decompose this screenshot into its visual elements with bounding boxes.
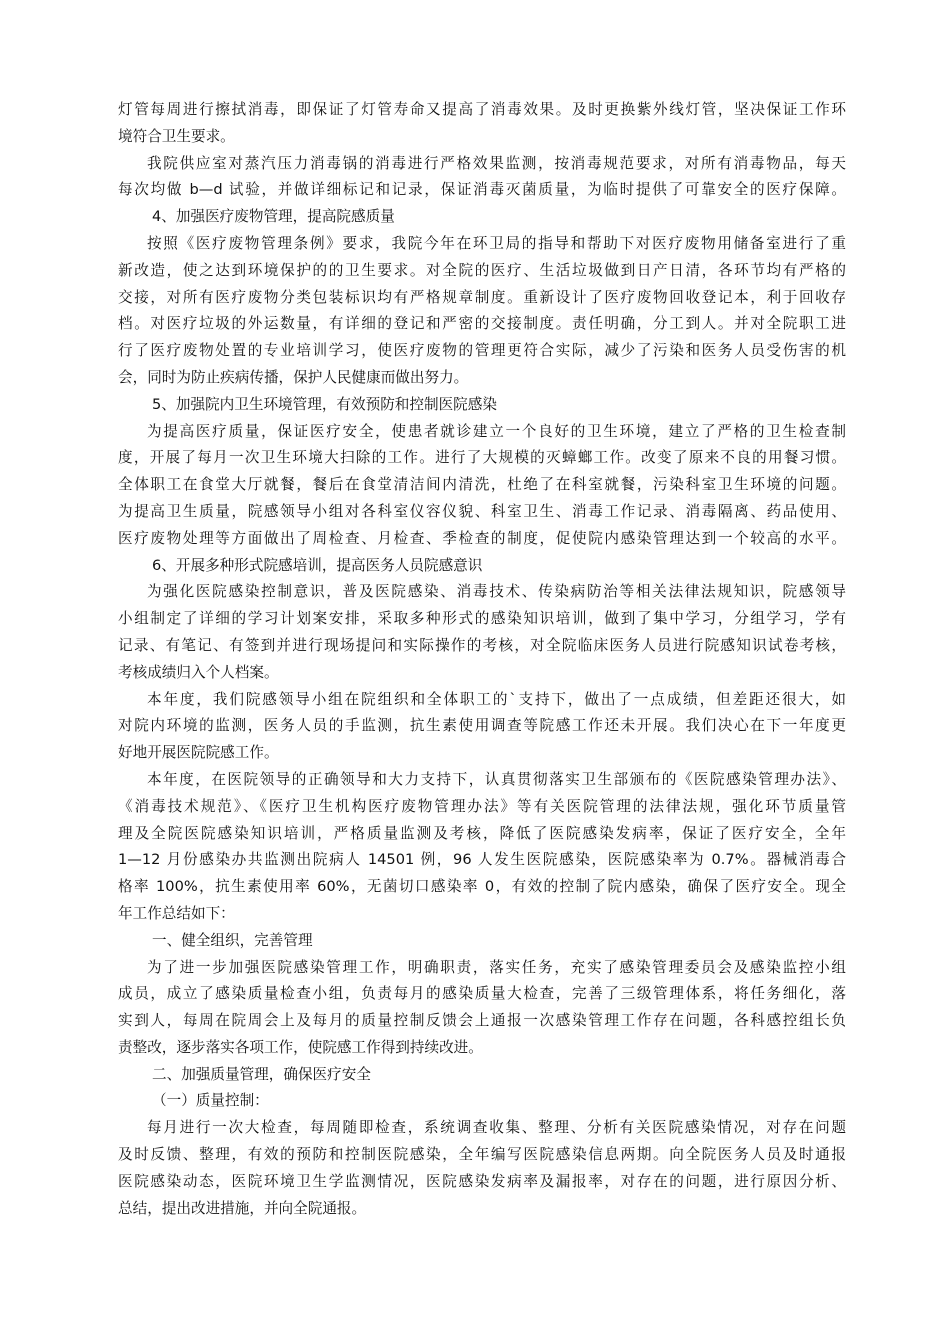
text-line: 本年度，在医院领导的正确领导和大力支持下，认真贯彻落实卫生部颁布的《医院感染管理办法》、	[147, 770, 846, 788]
text-line: 总结，提出改进措施，并向全院通报。	[118, 1199, 367, 1217]
text-line: 4、加强医疗废物管理，提高院感质量	[152, 208, 395, 226]
text-line: 对院内环境的监测，医务人员的手监测，抗生素使用调查等院感工作还未开展。我们决心在下一年度更	[118, 717, 846, 735]
text-line: 5、加强院内卫生环境管理，有效预防和控制医院感染	[152, 395, 497, 413]
text-line: 行了医疗废物处置的专业培训学习，使医疗废物的管理更符合实际，减少了污染和医务人员受伤害的机	[118, 342, 846, 360]
text-line: 医院感染动态，医院环境卫生学监测情况，医院感染发病率及漏报率，对存在的问题，进行原因分析、	[118, 1172, 846, 1190]
text-line: 我院供应室对蒸汽压力消毒锅的消毒进行严格效果监测，按消毒规范要求，对所有消毒物品，每天	[147, 154, 846, 172]
text-line: 格率 100%，抗生素使用率 60%，无菌切口感染率 0，有效的控制了院内感染，确保了医疗安全。现全	[118, 878, 846, 896]
text-line: 1—12 月份感染办共监测出院病人 14501 例，96 人发生医院感染，医院感染率为 0.7%。器械消毒合	[118, 851, 846, 869]
text-line: 6、开展多种形式院感培训，提高医务人员院感意识	[152, 556, 483, 574]
text-line: 为强化医院感染控制意识，普及医院感染、消毒技术、传染病防治等相关法律法规知识，院感领导	[147, 583, 846, 601]
text-line: 二、加强质量管理，确保医疗安全	[152, 1065, 371, 1083]
text-line: 及时反馈、整理，有效的预防和控制医院感染，全年编写医院感染信息两期。向全院医务人员及时通报	[118, 1146, 846, 1164]
text-line: 年工作总结如下：	[118, 904, 235, 922]
text-line: 医疗废物处理等方面做出了周检查、月检查、季检查的制度，促使院内感染管理达到一个较高的水平。	[118, 529, 846, 547]
text-line: 成员，成立了感染质量检查小组，负责每月的感染质量大检查，完善了三级管理体系，将任务细化，落	[118, 985, 846, 1003]
text-line: 考核成绩归入个人档案。	[118, 663, 279, 681]
text-line: 责整改，逐步落实各项工作，使院感工作得到持续改进。	[118, 1038, 483, 1056]
text-line: （一）质量控制：	[152, 1092, 269, 1110]
text-line: 新改造，使之达到环境保护的的卫生要求。对全院的医疗、生活垃圾做到日产日清，各环节均有严格的	[118, 261, 846, 279]
text-line: 实到人，每周在院周会上及每月的质量控制反馈会上通报一次感染管理工作存在问题，各科感控组长负	[118, 1012, 846, 1030]
text-line: 每月进行一次大检查，每周随即检查，系统调查收集、整理、分析有关医院感染情况，对存在问题	[147, 1119, 846, 1137]
text-line: 记录、有笔记、有签到并进行现场提问和实际操作的考核，对全院临床医务人员进行院感知识试卷考核，	[118, 636, 846, 654]
text-line: 境符合卫生要求。	[118, 127, 235, 145]
text-line: 一、健全组织，完善管理	[152, 931, 313, 949]
text-line: 为提高医疗质量，保证医疗安全，使患者就诊建立一个良好的卫生环境，建立了严格的卫生检查制	[147, 422, 846, 440]
document-body	[118, 97, 846, 1222]
text-line: 每次均做 b—d 试验，并做详细标记和记录，保证消毒灭菌质量，为临时提供了可靠安全的医疗保障。	[118, 181, 846, 199]
text-line: 为提高卫生质量，院感领导小组对各科室仪容仪貌、科室卫生、消毒工作记录、消毒隔离、药品使用、	[118, 502, 846, 520]
text-line: 会，同时为防止疾病传播，保护人民健康而做出努力。	[118, 368, 469, 386]
text-line: 为了进一步加强医院感染管理工作，明确职责，落实任务，充实了感染管理委员会及感染监控小组	[147, 958, 846, 976]
text-line: 灯管每周进行擦拭消毒，即保证了灯管寿命又提高了消毒效果。及时更换紫外线灯管，坚决保证工作环	[118, 101, 846, 118]
text-line: 好地开展医院院感工作。	[118, 744, 279, 762]
text-line: 按照《医疗废物管理条例》要求，我院今年在环卫局的指导和帮助下对医疗废物用储备室进行了重	[147, 234, 846, 252]
text-line: 度，开展了每月一次卫生环境大扫除的工作。进行了大规模的灭蟑螂工作。改变了原来不良的用餐习惯。	[118, 449, 846, 467]
text-line: 全体职工在食堂大厅就餐，餐后在食堂清洁间内清洗，杜绝了在科室就餐，污染科室卫生环境的问题。	[118, 476, 846, 494]
text-line: 交接，对所有医疗废物分类包装标识均有严格规章制度。重新设计了医疗废物回收登记本，利于回收存	[118, 288, 846, 306]
text-line: 档。对医疗垃圾的外运数量，有详细的登记和严密的交接制度。责任明确，分工到人。并对全院职工进	[118, 315, 846, 333]
text-line: 小组制定了详细的学习计划案安排，采取多种形式的感染知识培训，做到了集中学习，分组学习，学有	[118, 610, 846, 628]
text-line: 理及全院医院感染知识培训，严格质量监测及考核，降低了医院感染发病率，保证了医疗安全，全年	[118, 824, 846, 842]
text-line: 本年度，我们院感领导小组在院组织和全体职工的`支持下，做出了一点成绩，但差距还很大，如	[147, 690, 846, 708]
text-line: 《消毒技术规范》、《医疗卫生机构医疗废物管理办法》等有关医院管理的法律法规，强化环节质量管	[118, 797, 846, 815]
